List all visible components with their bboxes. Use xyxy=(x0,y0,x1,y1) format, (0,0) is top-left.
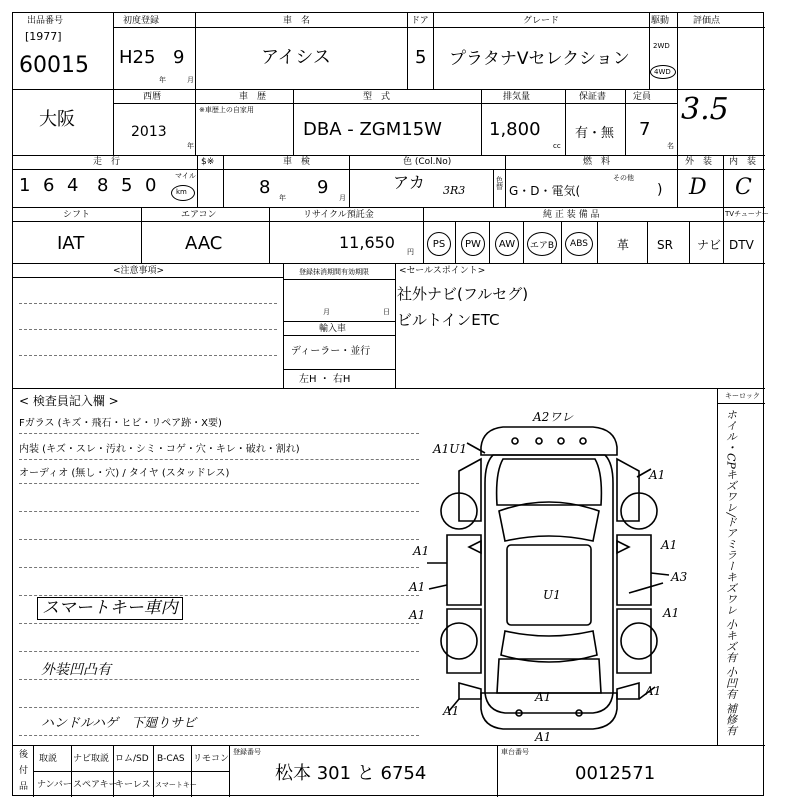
drive-2wd: 2WD xyxy=(653,42,670,50)
accessory-remote: リモコン xyxy=(193,754,230,764)
mileage-digit: 8 xyxy=(97,175,109,196)
damage-label: A1 xyxy=(409,608,426,622)
score: 3.5 xyxy=(681,92,729,127)
model-code: DBA - ZGM15W xyxy=(303,119,442,140)
exterior-grade: D xyxy=(689,175,707,200)
damage-label: A1 xyxy=(661,538,678,552)
damage-label: U1 xyxy=(543,588,561,602)
lot-sub: [1977] xyxy=(25,30,62,43)
damage-label: A1 xyxy=(663,606,680,620)
grade: プラタナVセレクション xyxy=(449,49,630,69)
lot-number: 60015 xyxy=(19,53,89,78)
reg-label: 初度登録 xyxy=(123,16,160,26)
equip-abs: ABS xyxy=(565,232,593,256)
accessory-plate: ナンバー xyxy=(37,780,72,790)
equip-navi: ナビ xyxy=(697,238,722,252)
color: アカ xyxy=(393,173,425,192)
damage-label: A1 xyxy=(535,690,552,704)
handwritten-smart-key: スマートキー車内 xyxy=(37,597,183,620)
accessory-bcas: B-CAS xyxy=(157,754,185,764)
import-type: ディーラー・並行 xyxy=(291,346,371,357)
auction-sheet: 出品番号 [1977] 60015 初度登録 H25 9 年 月 車 名 アイシス ドア 5 グレード プラタナVセレクション 駆動 2WD 4WD 評価点 3.5 大阪 西暦 2013 年 車 歴 ※車歴上の自家用 型 式 DBA - ZGM15W 排気量 1,800 cc 保証書 有・無 定員 7 名 走 行 1 6 4 8 5 0 マイル km $※ 車 検 8 年 9 月 色 (Col.No) アカ 3R3 色替 燃 料 G・D・電気( その他 ) 外 装 D 内 装 C シフト IAT エアコン AAC リサイクル預託金 11,650 円 純 正 装 備 品 PS PW AW エアB ABS 革 SR ナビ TVチューナー DTV <注意事項> 登録抹消期間有効期限 月 日 輸入車 ディーラー・並行 左H ・ 右H <セールスポイント> 社外ナビ(フルセグ) ビルトインETC < 検査員記入欄 > Fガラス (キズ・飛石・ヒビ・リペア跡・X要) 内装 (キズ・スレ・汚れ・シミ・コゲ・穴・キレ・破れ・割れ) オーディオ (無し・穴) / タイヤ (スタッドレス) スマートキー車内 外装凹凸有 ハンドルハゲ 下廻りサビ A2ワレ A1U1 A1 A1 A1 A3 A1 A1 A1 A1 A1 A1 A1 U1 キーロック ホイル・CPキズワレ/ドアミラーキズワレ 小キズ有 小凹有 補修有 後 付 品 取説 ナビ取説 ロム/SD B-CAS リモコン ナンバー スペアキー キーレス スマートキー 登録番号 松本 301 と 6754 車台番号 0012571 xyxy=(12,12,764,796)
model-year: 2013 xyxy=(131,124,167,140)
equip-airbag: エアB xyxy=(527,232,557,256)
notice-label: <注意事項> xyxy=(113,266,165,276)
chassis-number: 0012571 xyxy=(575,763,656,784)
damage-label: A1 xyxy=(535,730,552,744)
shift: IAT xyxy=(57,233,85,254)
aircon: AAC xyxy=(185,233,223,254)
mileage-digit: 4 xyxy=(67,175,79,196)
damage-label: A3 xyxy=(671,570,688,584)
accessory-navi-manual: ナビ取説 xyxy=(73,754,110,764)
equip-leather: 革 xyxy=(617,238,630,252)
reg-era: H25 xyxy=(119,47,156,68)
damage-label: A1 xyxy=(409,580,426,594)
color-code: 3R3 xyxy=(443,184,466,197)
name-label: 車 名 xyxy=(283,16,311,26)
drive-4wd: 4WD xyxy=(654,68,671,76)
doors: 5 xyxy=(415,47,427,68)
car-name: アイシス xyxy=(261,47,331,68)
inspector-line-3: オーディオ (無し・穴) / タイヤ (スタッドレス) xyxy=(19,468,230,479)
interior-grade: C xyxy=(735,175,752,200)
seats: 7 xyxy=(639,119,651,140)
equip-dtv: DTV xyxy=(729,238,754,252)
mileage-digit: 1 xyxy=(19,175,31,196)
accessory-keyless: キーレス xyxy=(115,780,151,790)
inspector-line-1: Fガラス (キズ・飛石・ヒビ・リペア跡・X要) xyxy=(19,418,222,429)
warranty: 有・無 xyxy=(575,126,615,141)
keylock-label: キーロック xyxy=(725,392,760,400)
reg-month: 9 xyxy=(173,47,185,68)
fuel: G・D・電気( xyxy=(509,184,581,198)
accessory-smart-key: スマートキー xyxy=(155,781,197,789)
equip-ps: PS xyxy=(427,232,451,256)
sales-point-2: ビルトインETC xyxy=(397,311,500,329)
accessory-spare-key: スペアキー xyxy=(73,780,118,790)
handwritten-exterior: 外装凹凸有 xyxy=(41,662,111,678)
displacement: 1,800 xyxy=(489,119,541,140)
inspector-title: < 検査員記入欄 > xyxy=(19,394,119,408)
recycle-fee: 11,650 xyxy=(339,233,395,252)
sales-point-1: 社外ナビ(フルセグ) xyxy=(397,285,529,303)
damage-label: A1 xyxy=(443,704,460,718)
damage-label: A1 xyxy=(649,468,666,482)
mileage-unit: km xyxy=(176,188,187,196)
lot-label: 出品番号 xyxy=(27,16,64,26)
equip-pw: PW xyxy=(461,232,485,256)
keylock-note: ホイル・CPキズワレ/ドアミラーキズワレ 小キズ有 小凹有 補修有 xyxy=(724,409,738,737)
car-diagram xyxy=(409,393,713,744)
plate-number: 松本 301 と 6754 xyxy=(275,763,427,784)
equip-sunroof: SR xyxy=(657,238,673,252)
inspection-year: 8 xyxy=(259,177,271,198)
region: 大阪 xyxy=(39,109,75,130)
damage-label: A1 xyxy=(413,544,430,558)
handwritten-handle: ハンドルハゲ 下廻りサビ xyxy=(41,716,197,731)
damage-label: A2ワレ xyxy=(533,410,574,424)
mileage-digit: 5 xyxy=(121,175,133,196)
damage-label: A1U1 xyxy=(433,442,468,456)
inspection-month: 9 xyxy=(317,177,329,198)
mileage-digit: 0 xyxy=(145,175,157,196)
inspector-line-2: 内装 (キズ・スレ・汚れ・シミ・コゲ・穴・キレ・破れ・割れ) xyxy=(19,444,300,455)
damage-label: A1 xyxy=(645,684,662,698)
accessory-rom: ロム/SD xyxy=(115,754,149,764)
equip-aw: AW xyxy=(495,232,519,256)
handle-side: 左H ・ 右H xyxy=(299,374,351,385)
mileage-digit: 6 xyxy=(43,175,55,196)
accessory-manual: 取説 xyxy=(39,754,58,764)
